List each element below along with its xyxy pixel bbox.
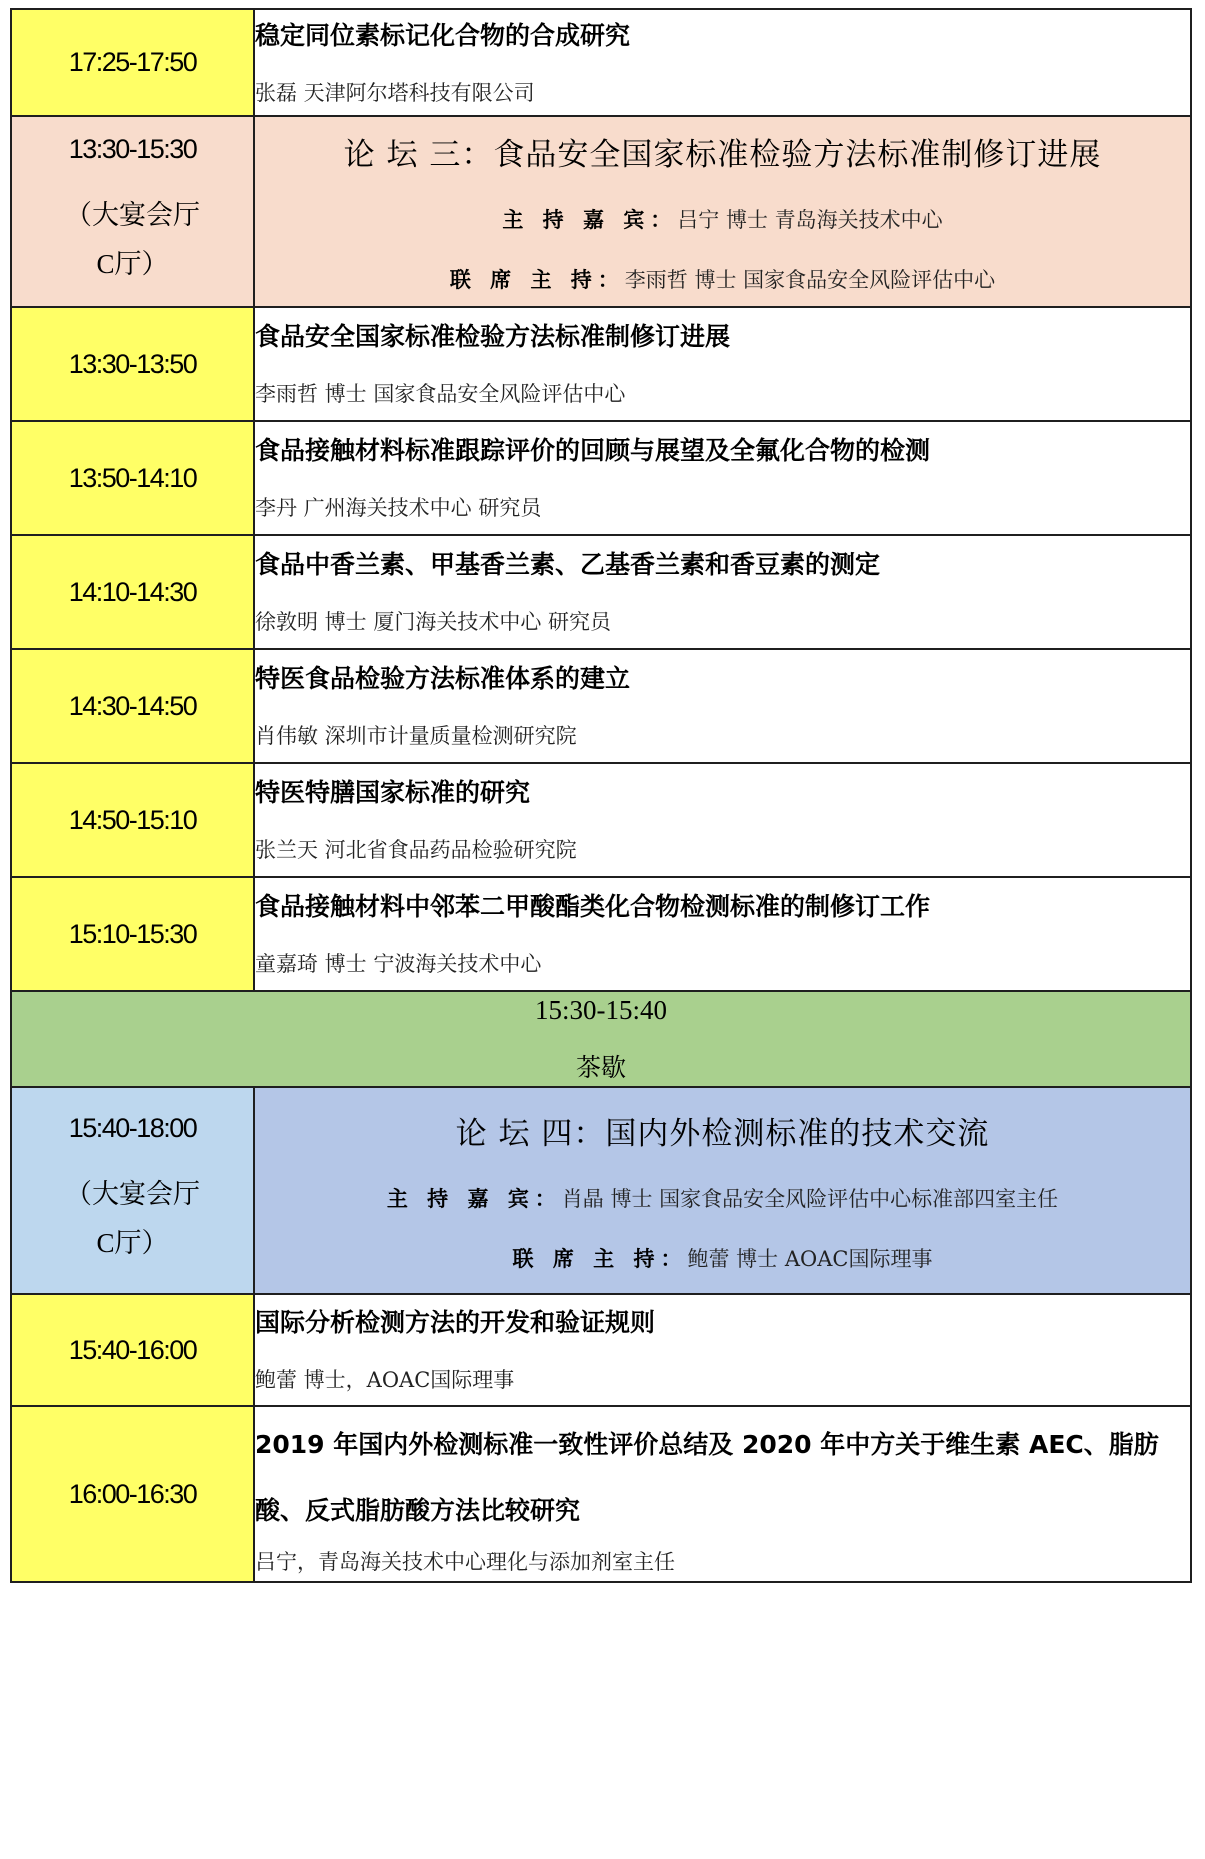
forum-time-cell [11, 116, 254, 307]
talk-speaker: 李雨哲 博士 国家食品安全风险评估中心 [255, 382, 626, 406]
forum-host [255, 204, 1190, 234]
break-row [11, 991, 1191, 1087]
talk-title: 国际分析检测方法的开发和验证规则 [255, 1308, 656, 1337]
session-time: 14:50-15:10 [11, 763, 254, 877]
cohost-name: 李雨哲 博士 国家食品安全风险评估中心 [624, 268, 996, 292]
session-details [254, 1294, 1191, 1406]
session-details [254, 9, 1191, 116]
session-time: 16:00-16:30 [11, 1406, 254, 1582]
session-time: 13:30-13:50 [11, 307, 254, 421]
session-row [11, 763, 1191, 877]
break-time: 15:30-15:40 [535, 994, 667, 1025]
talk-title: 食品接触材料中邻苯二甲酸酯类化合物检测标准的制修订工作 [255, 892, 931, 921]
session-time: 13:50-14:10 [11, 421, 254, 535]
forum-header-row [11, 1087, 1191, 1294]
session-time: 17:25-17:50 [11, 9, 254, 116]
session-row [11, 9, 1191, 116]
forum-time: 13:30-15:30 [68, 134, 197, 165]
forum-cohost [255, 264, 1190, 294]
talk-speaker: 徐敦明 博士 厦门海关技术中心 研究员 [255, 610, 612, 634]
session-details [254, 307, 1191, 421]
talk-title: 2019 年国内外检测标准一致性评价总结及 2020 年中方关于维生素 AEC、脂肪酸、反式脂肪酸方法比较研究 [255, 1430, 1159, 1525]
session-time: 14:10-14:30 [11, 535, 254, 649]
forum-cohost [255, 1243, 1190, 1273]
session-details [254, 421, 1191, 535]
host-label: 主 持 嘉 宾： [386, 1187, 562, 1211]
forum-details [254, 116, 1191, 307]
session-details [254, 535, 1191, 649]
forum-venue: （大宴会厅 C厅） [65, 1179, 200, 1258]
session-row [11, 1294, 1191, 1406]
host-name: 吕宁 博士 青岛海关技术中心 [677, 208, 943, 232]
talk-title: 食品安全国家标准检验方法标准制修订进展 [255, 322, 731, 351]
talk-speaker: 张磊 天津阿尔塔科技有限公司 [255, 80, 535, 105]
session-row [11, 307, 1191, 421]
session-time: 14:30-14:50 [11, 649, 254, 763]
talk-title: 食品接触材料标准跟踪评价的回顾与展望及全氟化合物的检测 [255, 436, 931, 465]
break-label: 茶歇 [575, 1052, 626, 1082]
talk-title: 食品中香兰素、甲基香兰素、乙基香兰素和香豆素的测定 [255, 550, 881, 579]
talk-title: 稳定同位素标记化合物的合成研究 [255, 20, 631, 50]
session-details [254, 649, 1191, 763]
forum-title: 论 坛 四：国内外检测标准的技术交流 [455, 1116, 990, 1152]
forum-details [254, 1087, 1191, 1294]
session-row [11, 421, 1191, 535]
forum-time: 15:40-18:00 [68, 1113, 197, 1144]
talk-speaker: 张兰天 河北省食品药品检验研究院 [255, 838, 577, 862]
forum-host [255, 1183, 1190, 1213]
session-time: 15:40-16:00 [11, 1294, 254, 1406]
talk-speaker: 鲍蕾 博士，AOAC国际理事 [255, 1368, 515, 1392]
cohost-label: 联 席 主 持： [512, 1247, 688, 1271]
break-cell [11, 991, 1191, 1087]
cohost-name: 鲍蕾 博士 AOAC国际理事 [687, 1247, 933, 1271]
cohost-label: 联 席 主 持： [449, 268, 625, 292]
session-details [254, 763, 1191, 877]
session-details [254, 877, 1191, 991]
forum-time-cell [11, 1087, 254, 1294]
forum-header-row [11, 116, 1191, 307]
talk-title: 特医食品检验方法标准体系的建立 [255, 664, 631, 693]
talk-speaker: 吕宁，青岛海关技术中心理化与添加剂室主任 [255, 1550, 675, 1574]
session-row [11, 535, 1191, 649]
session-row [11, 877, 1191, 991]
talk-speaker: 童嘉琦 博士 宁波海关技术中心 [255, 952, 542, 976]
session-details [254, 1406, 1191, 1582]
session-time: 15:10-15:30 [11, 877, 254, 991]
talk-speaker: 李丹 广州海关技术中心 研究员 [255, 496, 542, 520]
schedule-table [10, 8, 1192, 1583]
forum-title: 论 坛 三：食品安全国家标准检验方法标准制修订进展 [343, 137, 1102, 173]
host-name: 肖晶 博士 国家食品安全风险评估中心标准部四室主任 [561, 1187, 1059, 1211]
talk-speaker: 肖伟敏 深圳市计量质量检测研究院 [255, 724, 577, 748]
session-row [11, 1406, 1191, 1582]
session-row [11, 649, 1191, 763]
talk-title: 特医特膳国家标准的研究 [255, 778, 531, 807]
host-label: 主 持 嘉 宾： [502, 208, 678, 232]
forum-venue: （大宴会厅 C厅） [65, 200, 200, 279]
